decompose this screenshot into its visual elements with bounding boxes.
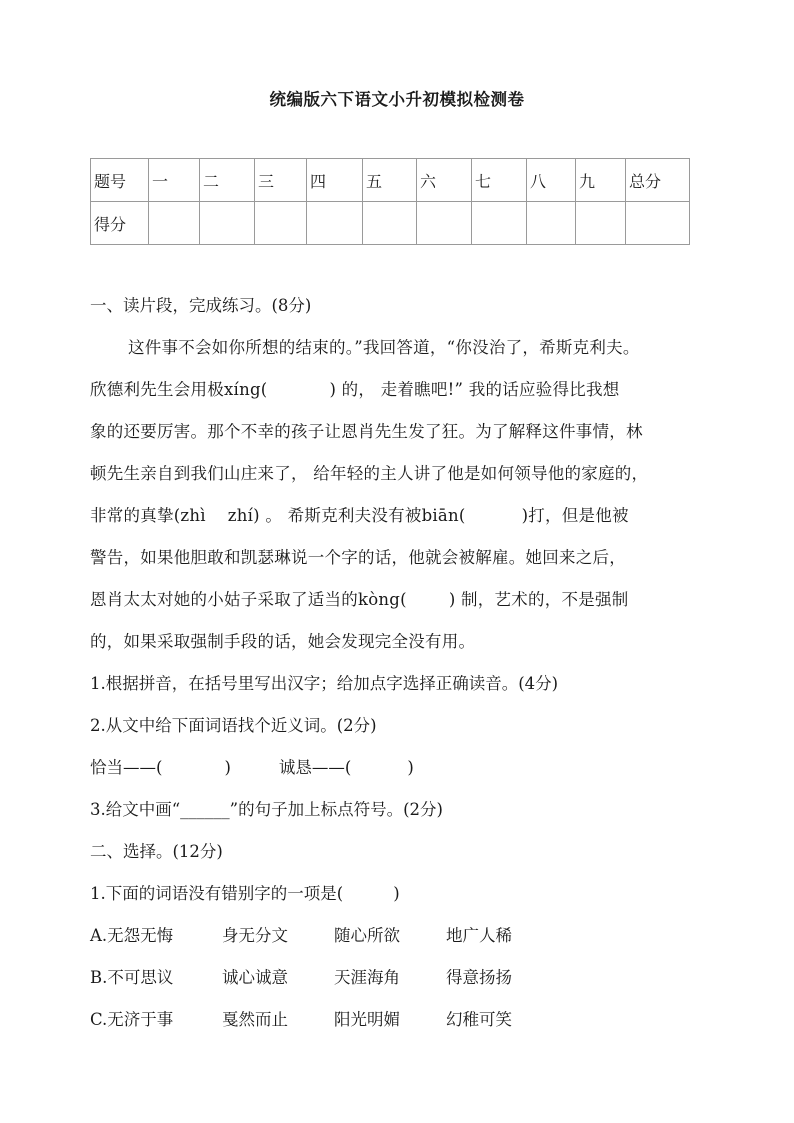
page-title: 统编版六下语文小升初模拟检测卷 (269, 90, 525, 109)
score-table-score-row (91, 202, 690, 245)
section-2-heading: 二、选择。(12分) (90, 842, 223, 861)
score-entry-cell[interactable] (255, 202, 307, 245)
passage-line-5 (90, 508, 710, 525)
question-text: 1.下面的词语没有错别字的一项是( (90, 884, 344, 903)
score-entry-cell[interactable] (363, 202, 417, 245)
passage-line-2 (90, 382, 710, 399)
passage-line-3: 象的还要厉害。那个不幸的孩子让恩肖先生发了狂。为了解释这件事情，林 (90, 422, 643, 441)
option-word: 诚心诚意 (222, 968, 288, 987)
score-entry-cell[interactable] (472, 202, 527, 245)
option-word: 幻稚可笑 (446, 1010, 512, 1029)
passage-text: 非常的真挚(zhì (90, 506, 206, 525)
passage-text: 欣德利先生会用极xíng( (90, 380, 268, 399)
score-entry-cell[interactable] (417, 202, 472, 245)
section-1-heading: 一、读片段，完成练习。(8分) (90, 296, 312, 315)
score-entry-cell[interactable] (307, 202, 363, 245)
option-c[interactable] (90, 1012, 710, 1029)
option-label: B.不可思议 (90, 968, 174, 987)
passage-line-4: 顿先生亲自到我们山庄来了， 给年轻的主人讲了他是如何领导他的家庭的， (90, 464, 649, 483)
passage-line-6: 警告，如果他胆敢和凯瑟琳说一个字的话，他就会被解雇。她回来之后， (90, 548, 626, 567)
score-entry-cell[interactable] (576, 202, 626, 245)
score-entry-cell[interactable] (149, 202, 200, 245)
option-label: A.无怨无悔 (90, 926, 174, 945)
option-word: 地广人稀 (446, 926, 512, 945)
question-close: ) (393, 884, 400, 903)
passage-text: 恩肖太太对她的小姑子采取了适当的kòng( (90, 590, 407, 609)
answer-label: 恰当——( (90, 758, 163, 777)
table-cell: 七 (472, 159, 527, 202)
question-2-1 (90, 886, 710, 903)
table-cell: 五 (363, 159, 417, 202)
option-word: 得意扬扬 (446, 968, 512, 987)
passage-text: )打，但是他被 (521, 506, 629, 525)
table-cell: 得分 (91, 202, 149, 245)
option-word: 随心所欲 (334, 926, 400, 945)
table-cell: 四 (307, 159, 363, 202)
score-entry-cell[interactable] (626, 202, 690, 245)
passage-line-8: 的，如果采取强制手段的话，她会发现完全没有用。 (90, 632, 476, 651)
score-entry-cell[interactable] (527, 202, 576, 245)
table-cell: 九 (576, 159, 626, 202)
option-b[interactable] (90, 970, 710, 987)
passage-text: zhí) 。 希斯克利夫没有被biān( (227, 506, 466, 525)
answer-close: ) (407, 758, 414, 777)
question-1-2: 2.从文中给下面词语找个近义词。(2分) (90, 716, 377, 735)
table-cell: 八 (527, 159, 576, 202)
option-a[interactable] (90, 928, 710, 945)
table-cell: 题号 (91, 159, 149, 202)
option-word: 天涯海角 (334, 968, 400, 987)
table-cell: 总分 (626, 159, 690, 202)
option-word: 身无分文 (222, 926, 288, 945)
question-1-1: 1.根据拼音，在括号里写出汉字；给加点字选择正确读音。(4分) (90, 674, 559, 693)
table-cell: 一 (149, 159, 200, 202)
option-word: 戛然而止 (222, 1010, 288, 1029)
question-1-2-answers (90, 760, 710, 777)
question-1-3: 3.给文中画“______”的句子加上标点符号。(2分) (90, 800, 443, 819)
table-cell: 六 (417, 159, 472, 202)
option-word: 阳光明媚 (334, 1010, 400, 1029)
passage-line-7 (90, 592, 710, 609)
answer-close: ) (224, 758, 231, 777)
passage-text: ) 制，艺术的，不是强制 (448, 590, 629, 609)
table-cell: 三 (255, 159, 307, 202)
score-table-header-row (91, 159, 690, 202)
score-entry-cell[interactable] (200, 202, 255, 245)
option-label: C.无济于事 (90, 1010, 174, 1029)
passage-text: ) 的， 走着瞧吧!” 我的话应验得比我想 (329, 380, 620, 399)
score-table (90, 158, 690, 245)
passage-line-1: 这件事不会如你所想的结束的。”我回答道，“你没治了，希斯克利夫。 (128, 338, 640, 357)
table-cell: 二 (200, 159, 255, 202)
answer-label: 诚恳——( (278, 758, 352, 777)
